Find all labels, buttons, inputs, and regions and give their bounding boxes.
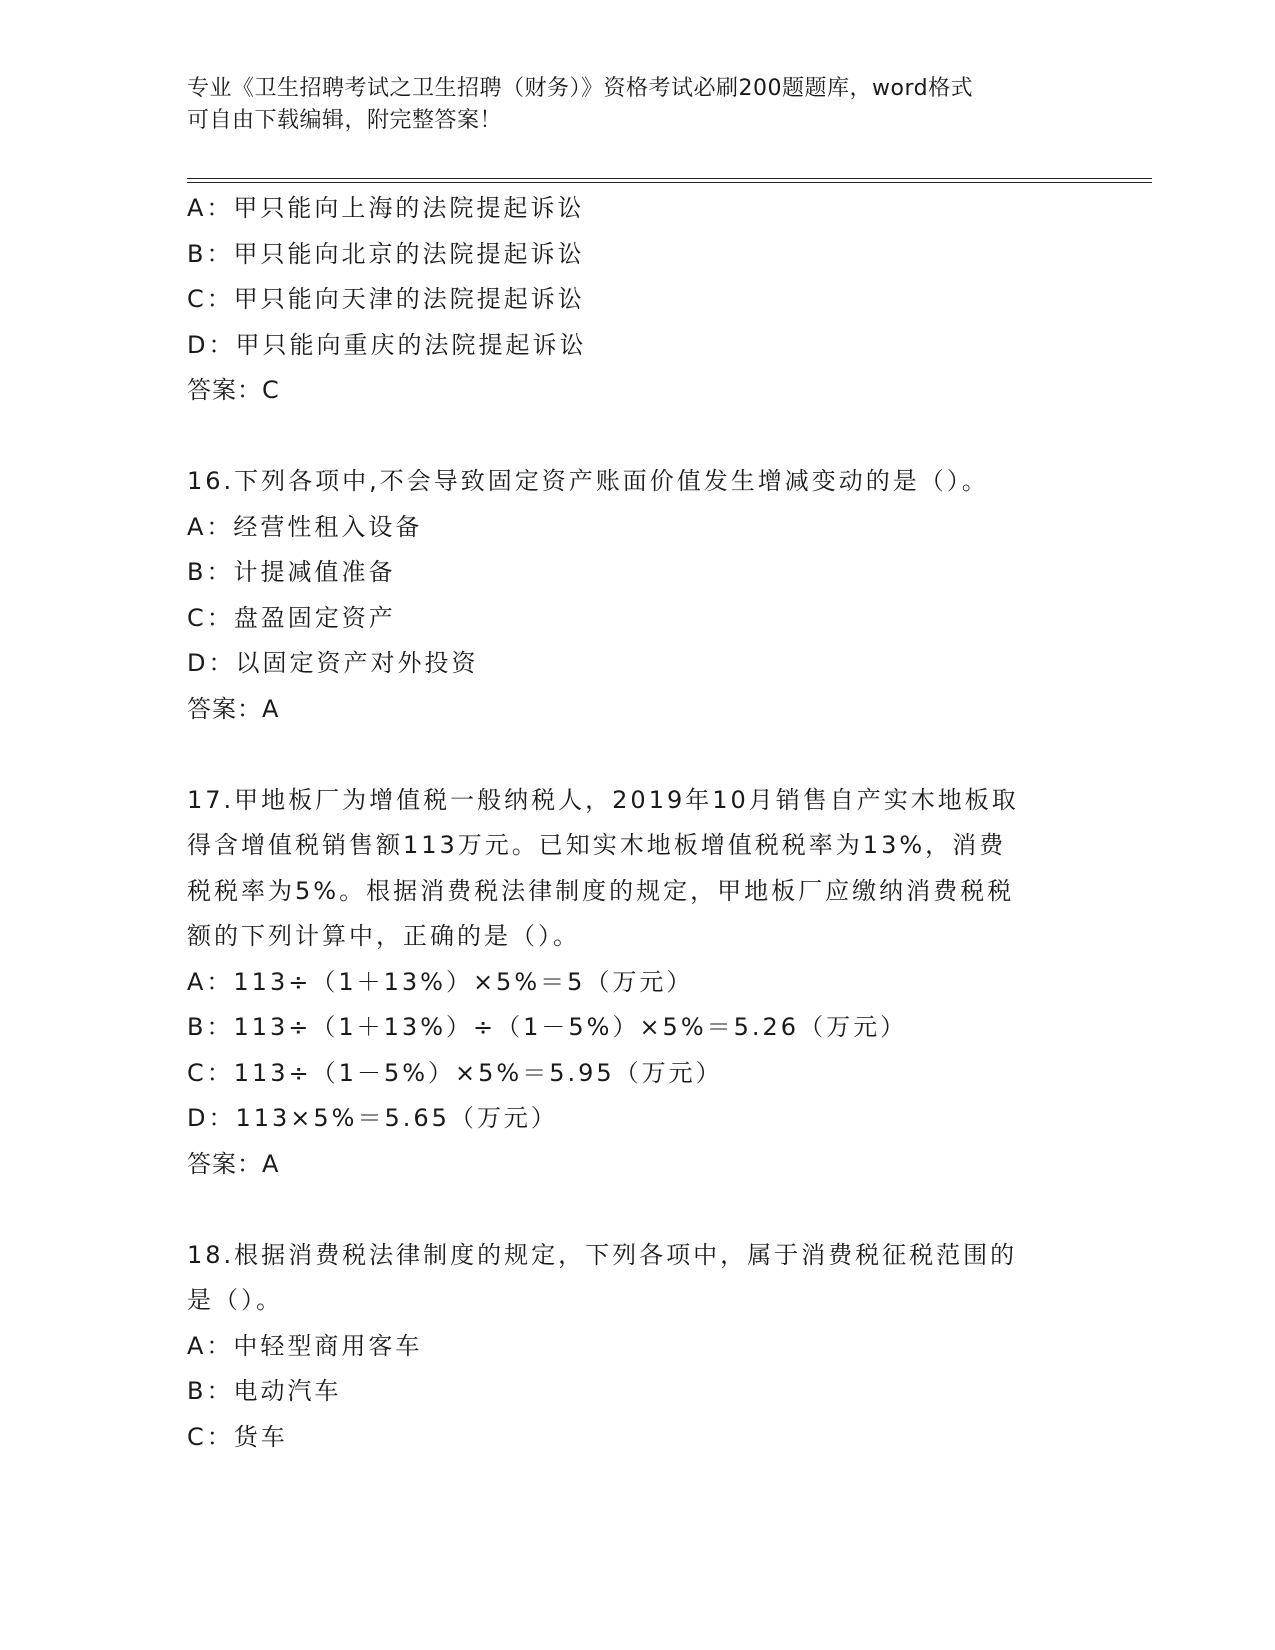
- question-17: [187, 778, 1087, 1188]
- document-header: [187, 73, 1067, 137]
- header-divider: [187, 178, 1152, 183]
- option-d: D：113×5%＝5.65（万元）: [187, 1104, 558, 1132]
- question-stem-line-1: 18.根据消费税法律制度的规定，下列各项中，属于消费税征税范围的: [187, 1240, 1018, 1269]
- option-c: C：盘盈固定资产: [187, 603, 396, 632]
- answer: 答案：A: [187, 1149, 280, 1178]
- option-b: B：电动汽车: [187, 1377, 342, 1405]
- question-stem-line-2: 是（）。: [187, 1286, 283, 1314]
- option-a: A：经营性租入设备: [187, 512, 423, 541]
- question-stem-line-2: 得含增值税销售额113万元。已知实木地板增值税税率为13%，消费: [187, 831, 1007, 859]
- question-16: [187, 459, 1087, 732]
- option-c: C：甲只能向天津的法院提起诉讼: [187, 285, 585, 313]
- option-d: D：甲只能向重庆的法院提起诉讼: [187, 330, 587, 359]
- option-d: D：以固定资产对外投资: [187, 649, 479, 677]
- answer: 答案：C: [187, 376, 280, 404]
- option-b: B：113÷（1＋13%）÷（1－5%）×5%＝5.26（万元）: [187, 1013, 908, 1041]
- option-c: C：113÷（1－5%）×5%＝5.95（万元）: [187, 1058, 723, 1087]
- question-stem-line-3: 税税率为5%。根据消费税法律制度的规定，甲地板厂应缴纳消费税税: [187, 876, 1015, 905]
- header-line-2: 可自由下载编辑，附完整答案！: [187, 108, 503, 133]
- question-stem-line-1: 17.甲地板厂为增值税一般纳税人，2019年10月销售自产实木地板取: [187, 785, 1019, 814]
- option-c: C：货车: [187, 1422, 288, 1451]
- question-stem: 16.下列各项中,不会导致固定资产账面价值发生增减变动的是（）。: [187, 467, 989, 495]
- question-15: [187, 186, 1087, 414]
- option-a: A：113÷（1＋13%）×5%＝5（万元）: [187, 967, 694, 996]
- option-b: B：计提减值准备: [187, 558, 396, 586]
- header-line-1: 专业《卫生招聘考试之卫生招聘（财务）》资格考试必刷200题题库，word格式: [187, 76, 974, 101]
- option-a: A：甲只能向上海的法院提起诉讼: [187, 194, 585, 222]
- question-list: [187, 186, 1087, 1460]
- option-a: A：中轻型商用客车: [187, 1331, 423, 1360]
- option-b: B：甲只能向北京的法院提起诉讼: [187, 239, 585, 268]
- answer: 答案：A: [187, 694, 280, 723]
- question-18: [187, 1233, 1087, 1461]
- question-stem-line-4: 额的下列计算中，正确的是（）。: [187, 922, 580, 950]
